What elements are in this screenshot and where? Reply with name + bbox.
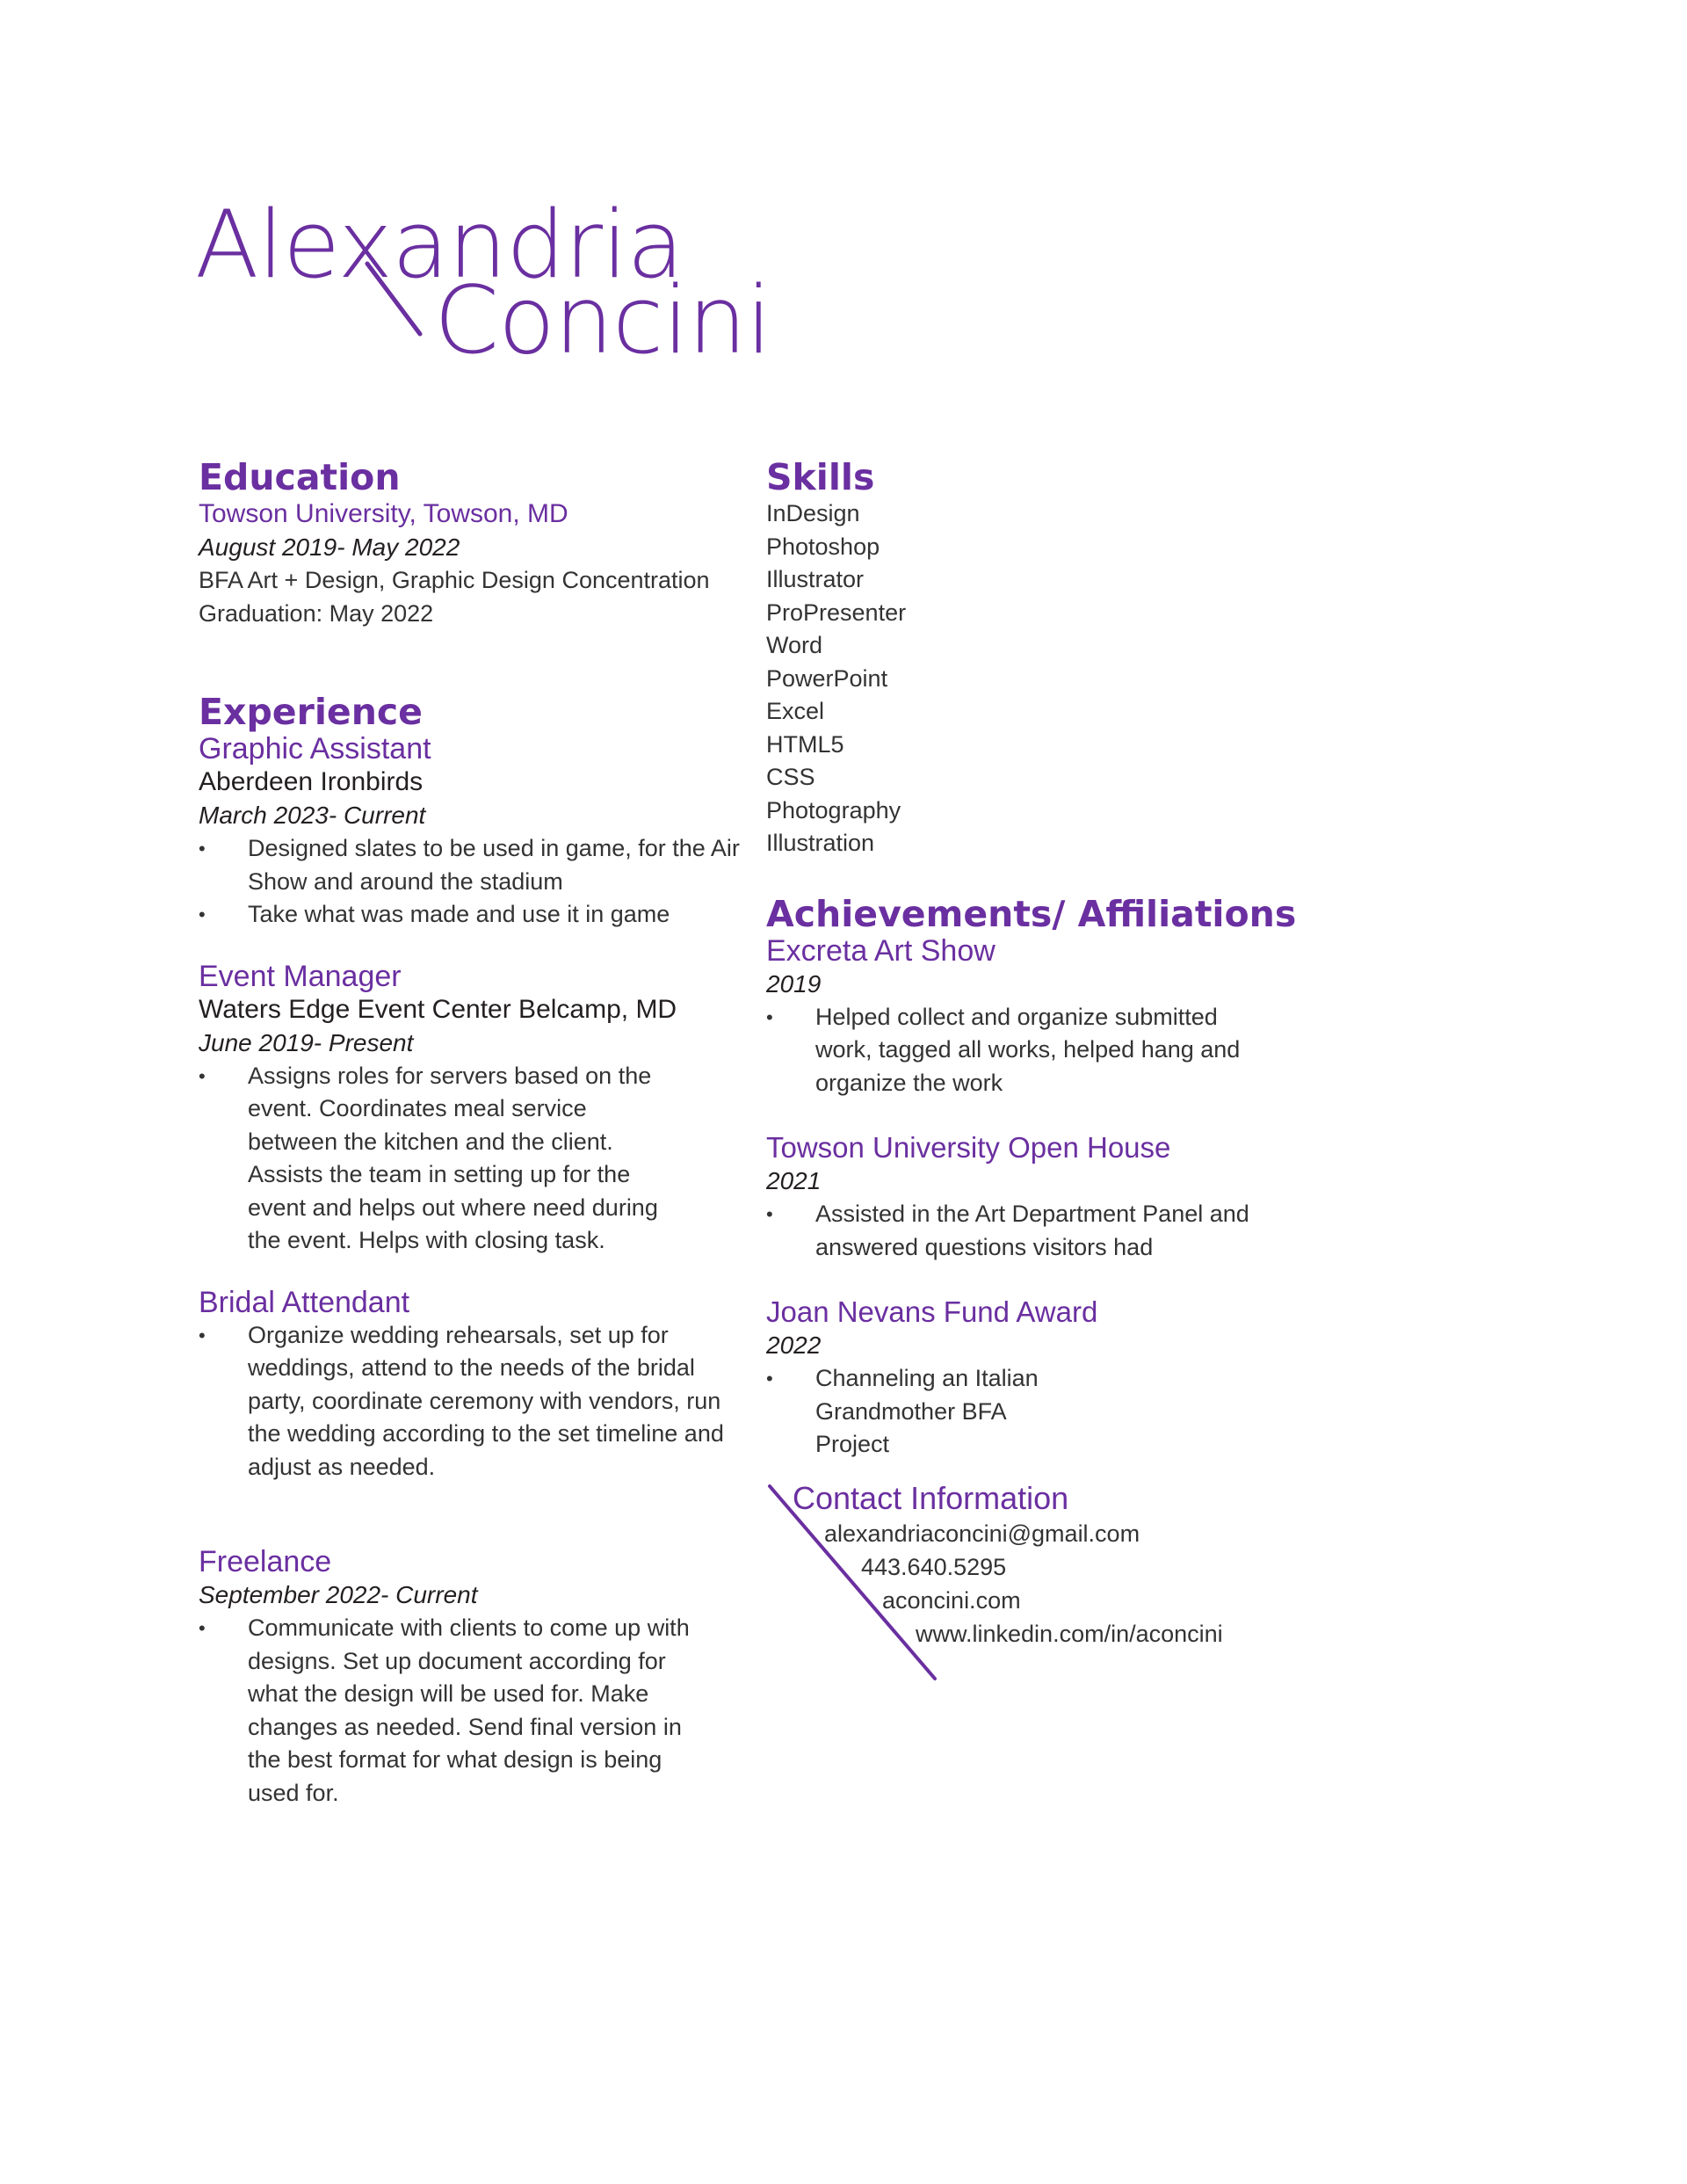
achievement-entry [766,1131,1311,1264]
job-title: Freelance [199,1545,332,1578]
achievement-year: 2021 [766,1167,822,1194]
education-dates: August 2019- May 2022 [199,533,460,561]
skill-item: CSS [766,764,815,790]
job-bullets [199,1612,708,1810]
right-column [766,457,1311,1462]
job-entry [199,1286,743,1484]
skill-item: Illustrator [766,566,865,592]
achievement-year: 2019 [766,969,822,998]
job-dates: March 2023- Current [199,802,426,829]
job-entry [199,732,743,932]
experience-heading: Experience [199,691,423,733]
job-bullets [199,832,743,932]
left-column [199,457,743,1810]
achievement-title: Joan Nevans Fund Award [766,1295,1098,1328]
contact-website[interactable]: aconcini.com [882,1587,1021,1614]
achievement-title: Towson University Open House [766,1131,1171,1164]
skills-list [766,497,1311,860]
achievements-section [766,894,1311,1462]
bullet-item: • Designed slates to be used in game, for the Air Show and around the stadium [199,832,743,898]
skills-heading: Skills [766,456,875,498]
job-dates: June 2019- Present [199,1028,414,1056]
skill-item: HTML5 [766,730,844,758]
job-title: Bridal Attendant [199,1285,410,1319]
job-org: Aberdeen Ironbirds [199,767,424,796]
education-school: Towson University, Towson, MD [199,499,568,528]
skill-item: Excel [766,698,825,724]
skill-item: ProPresenter [766,599,907,626]
skill-item: Illustration [766,830,875,856]
bullet-item: • Channeling an Italian Grandmother BFA Project [766,1362,1082,1462]
job-org: Waters Edge Event Center Belcamp, MD [199,994,677,1024]
name-first: Alexandria [195,191,684,299]
skill-item: PowerPoint [766,664,888,692]
job-entry [199,1545,743,1810]
contact-linkedin[interactable]: www.linkedin.com/in/aconcini [916,1621,1223,1647]
achievement-bullets [766,1198,1276,1264]
achievement-entry [766,934,1311,1100]
contact-block [766,1481,1381,1683]
experience-section [199,692,743,1810]
bullet-item: • Organize wedding rehearsals, set up for weddings, attend to the needs of the bridal party, coordinate ceremony with vendors, run the wedding according to the set timeline and adjust as needed. [199,1319,726,1484]
job-dates: September 2022- Current [199,1581,478,1608]
achievements-heading: Achievements/ Affiliations [766,892,1297,935]
education-section [199,457,743,630]
bullet-item: • Helped collect and organize submitted work, tagged all works, helped hang and organize the work [766,1001,1276,1100]
bullet-item: • Communicate with clients to come up with designs. Set up document according for what the design will be used for. Make changes as needed. Send final version in the best format for what design is being used for. [199,1612,708,1810]
contact-heading: Contact Information [793,1480,1069,1516]
contact-email[interactable]: alexandriaconcini@gmail.com [824,1520,1140,1547]
job-title: Graphic Assistant [199,732,431,765]
skill-item: Word [766,632,823,658]
achievement-entry [766,1295,1311,1462]
contact-phone[interactable]: 443.640.5295 [861,1554,1007,1580]
achievement-title: Excreta Art Show [766,933,996,968]
bullet-item: • Assisted in the Art Department Panel and answered questions visitors had [766,1198,1276,1264]
job-entry [199,960,743,1258]
skill-item: Photography [766,796,901,824]
bullet-item: • Assigns roles for servers based on the event. Coordinates meal service between the kitchen and the client. Assists the team in setting up for the event and helps out where need during the event. Helps with closing task. [199,1060,673,1258]
education-heading: Education [199,456,401,498]
education-graduation: Graduation: May 2022 [199,599,434,627]
skills-section [766,457,1311,860]
achievement-year: 2022 [766,1331,822,1359]
bullet-item: • Take what was made and use it in game [199,898,743,932]
achievement-bullets [766,1001,1276,1100]
skill-item: Photoshop [766,533,880,560]
achievement-bullets [766,1362,1082,1462]
job-bullets [199,1060,673,1258]
name-last: Concini [434,266,771,374]
education-degree: BFA Art + Design, Graphic Design Concentration [199,567,710,593]
job-title: Event Manager [199,959,402,993]
skill-item: InDesign [766,500,860,526]
job-bullets [199,1319,726,1484]
